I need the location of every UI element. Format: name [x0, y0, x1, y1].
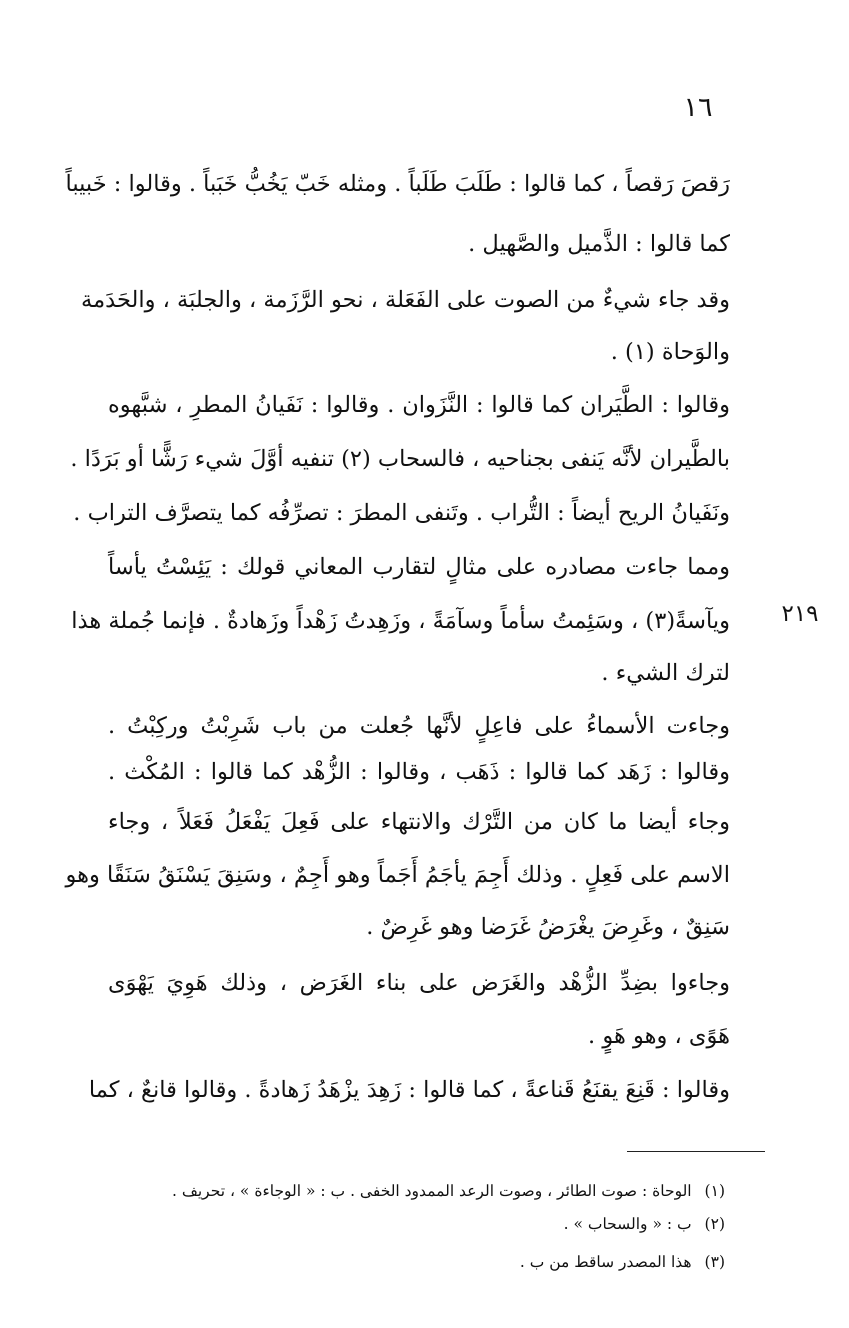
- body-line-7: ونَفَيانُ الريح أيضاً : التُّراب . وتَنفى المطرَ : تصرِّفُه كما يتصرَّف التراب .: [73, 500, 730, 526]
- body-line-17: هَوًى ، وهو هَوٍ .: [588, 1023, 730, 1049]
- footnote-2: [564, 1211, 725, 1237]
- footnote-2-number: (٢): [704, 1215, 725, 1233]
- footnote-3-text: هذا المصدر ساقط من ب .: [519, 1253, 692, 1271]
- footnote-1-text: الوحاة : صوت الطائر ، وصوت الرعد الممدود الخفى . ب : « الوجاءة » ، تحريف .: [171, 1182, 692, 1200]
- body-line-15: سَنِقٌ ، وغَرِضَ يغْرَضُ غَرَضا وهو غَرِضٌ .: [366, 914, 730, 940]
- body-line-1: رَقصَ رَقصاً ، كما قالوا : طَلَبَ طَلَباً . ومثله خَبّ يَخُبُّ خَبَباً . وقالوا : خَبيباً: [65, 171, 730, 197]
- body-line-13: وجاء أيضا ما كان من التَّرْك والانتهاء على فَعِلَ يَفْعَلُ فَعَلاً ، وجاء: [108, 809, 730, 835]
- body-line-4: والوَحاة (١) .: [610, 339, 730, 365]
- body-line-11: وجاءت الأسماءُ على فاعِلٍ لأنَّها جُعلت من باب شَرِبْتُ وركِبْتُ .: [108, 713, 730, 739]
- body-line-2: كما قالوا : الذَّميل والصَّهيل .: [468, 231, 730, 257]
- margin-page-number: ٢١٩: [781, 601, 819, 627]
- footnote-3: [520, 1249, 725, 1275]
- body-line-9: ويآسةً(٣) ، وسَئِمتُ سأماً وسآمَةً ، وزَهِدتُ زَهْداً وزَهادةٌ . فإنما جُملة هذا: [71, 608, 730, 634]
- body-line-3: وقد جاء شيءٌ من الصوت على الفَعَلة ، نحو الرَّزَمة ، والجلبَة ، والحَدَمة: [81, 287, 730, 313]
- body-line-5: وقالوا : الطَّيَران كما قالوا : النَّزَوان . وقالوا : نَفَيانُ المطرِ ، شبَّهوه: [108, 392, 730, 418]
- body-line-8: ومما جاءت مصادره على مثالٍ لتقارب المعاني قولك : يَئِسْتُ يأساً: [108, 554, 730, 580]
- body-line-12: وقالوا : زَهَد كما قالوا : ذَهَب ، وقالوا : الزُّهْد كما قالوا : المُكْث .: [108, 759, 730, 785]
- footnote-1-number: (١): [704, 1182, 725, 1200]
- footnote-separator: [627, 1151, 765, 1152]
- body-line-14: الاسم على فَعِلٍ . وذلك أَجِمَ يأجَمُ أَجَماً وهو أَجِمٌ ، وسَنِقَ يَسْنَقُ سَنَقًا وهو: [65, 862, 730, 888]
- body-line-16: وجاءوا بضِدِّ الزُّهْد والغَرَض على بناء الغَرَض ، وذلك هَوِيَ يَهْوَى: [108, 970, 730, 996]
- body-line-18: وقالوا : قَنِعَ يقنَعُ قَناعةً ، كما قالوا : زَهِدَ يزْهَدُ زَهادةً . وقالوا قانعٌ ، كما: [88, 1077, 730, 1103]
- body-line-6: بالطَّيران لأنَّه يَنفى بجناحيه ، فالسحاب (٢) تنفيه أوَّلَ شيء رَشًّا أو بَرَدًا .: [70, 446, 730, 472]
- page-number: ١٦: [683, 92, 713, 123]
- footnote-1: [172, 1178, 725, 1204]
- body-line-10: لترك الشيء .: [601, 660, 730, 686]
- footnote-3-number: (٣): [704, 1253, 725, 1271]
- footnote-2-text: ب : « والسحاب » .: [563, 1215, 692, 1233]
